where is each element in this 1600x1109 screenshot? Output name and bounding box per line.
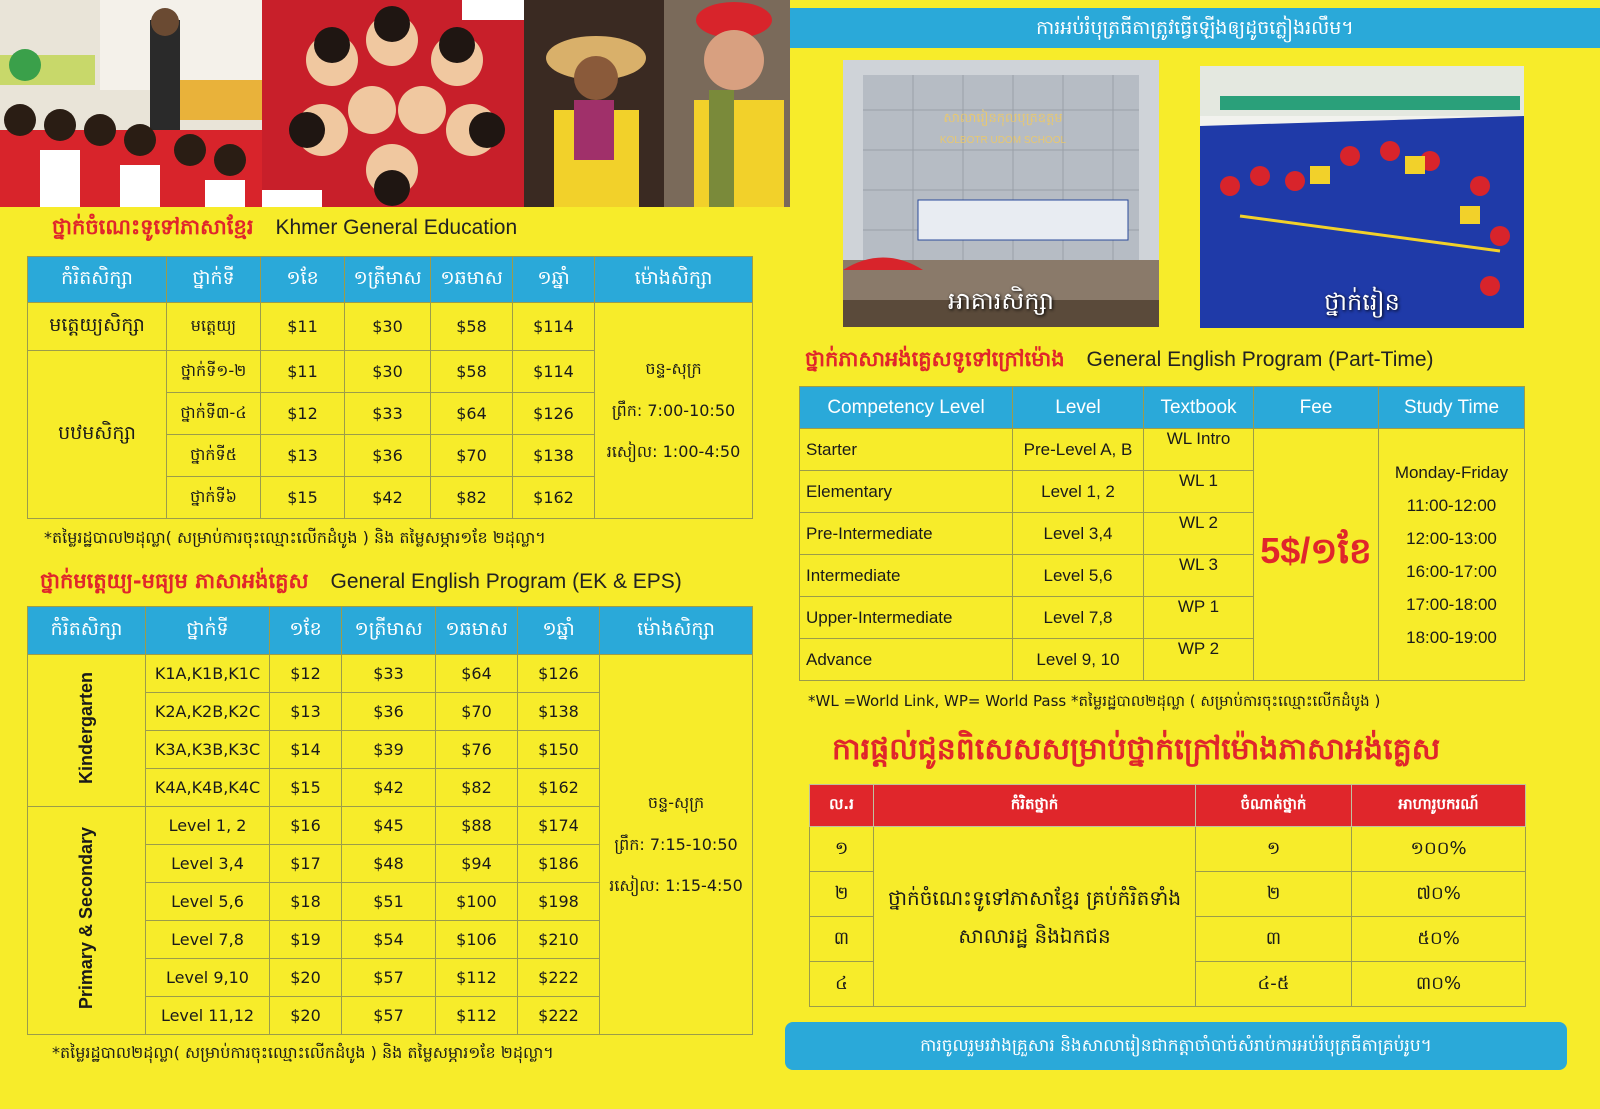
- boy-straw-hat-image: [524, 0, 790, 207]
- parttime-note: *WL =World Link, WP= World Pass *តម្លៃរដ្ឋបាល២ដុល្លា ( សម្រាប់ការចុះឈ្មោះលើកដំបូង ): [808, 692, 1381, 710]
- group-primary-secondary: [28, 807, 146, 1035]
- cell: $13: [261, 435, 345, 477]
- cell: $12: [261, 393, 345, 435]
- header-quarter: ១ត្រីមាស: [345, 257, 431, 303]
- cell: Advance: [800, 639, 1013, 681]
- cell: $82: [436, 769, 518, 807]
- cell: $14: [270, 731, 342, 769]
- building-sign-en: KOLBOTR UDOM SCHOOL: [939, 135, 1067, 146]
- cell: ១: [1196, 827, 1352, 872]
- cell: $18: [270, 883, 342, 921]
- cell: $12: [270, 655, 342, 693]
- study-slot: 17:00-18:00: [1406, 594, 1497, 614]
- cell: $150: [518, 731, 600, 769]
- cell: ៤: [810, 962, 874, 1007]
- cell: $45: [342, 807, 436, 845]
- cell: $42: [345, 477, 431, 519]
- fee-amount: 5$/១ខែ: [1260, 530, 1372, 571]
- header-semester: ១ឆមាស: [436, 607, 518, 655]
- cell: Level 7,8: [1013, 597, 1144, 639]
- cell: $36: [342, 693, 436, 731]
- header-semester: ១ឆមាស: [431, 257, 513, 303]
- kep-study-hours: [600, 655, 753, 1035]
- cell: ថ្នាក់ទី៣-៤: [167, 393, 261, 435]
- cell: ៥០%: [1352, 917, 1526, 962]
- table-row: [28, 655, 753, 693]
- header-month: ១ខែ: [270, 607, 342, 655]
- cell: $42: [342, 769, 436, 807]
- parttime-section-title-en: General English Program (Part-Time): [1086, 348, 1434, 371]
- table-row: [800, 429, 1525, 471]
- cell: Level 5,6: [1013, 555, 1144, 597]
- cell: K2A,K2B,K2C: [146, 693, 270, 731]
- classroom-caption: ថ្នាក់រៀន: [1324, 288, 1400, 316]
- photo-classroom: [1200, 66, 1524, 328]
- cell: $64: [431, 393, 513, 435]
- cell: ថ្នាក់ទី១-២: [167, 351, 261, 393]
- cell: $76: [436, 731, 518, 769]
- cell: $20: [270, 997, 342, 1035]
- cell: $100: [436, 883, 518, 921]
- cell: $13: [270, 693, 342, 731]
- photo-children-circle: [262, 0, 524, 207]
- khmer-section-title-km: ថ្នាក់ចំណេះទូទៅភាសាខ្មែរ: [52, 215, 254, 239]
- cell: ២: [1196, 872, 1352, 917]
- cell: $33: [345, 393, 431, 435]
- cell: Level 9, 10: [1013, 639, 1144, 681]
- cell: $186: [518, 845, 600, 883]
- cell: Level 7,8: [146, 921, 270, 959]
- cell: Level 3,4: [146, 845, 270, 883]
- cell: $54: [342, 921, 436, 959]
- cell: $162: [513, 477, 595, 519]
- header-hours: ម៉ោងសិក្សា: [600, 607, 753, 655]
- cell: K3A,K3B,K3C: [146, 731, 270, 769]
- hours-days: ចន្ទ-សុក្រ: [647, 793, 705, 813]
- header-level: កំរិតសិក្សា: [28, 257, 167, 303]
- cell: $19: [270, 921, 342, 959]
- cell: Level 11,12: [146, 997, 270, 1035]
- cell: ៣០%: [1352, 962, 1526, 1007]
- photo-classroom-teacher: [0, 0, 262, 207]
- cell: $112: [436, 959, 518, 997]
- hours-morning: ព្រឹក: 7:15-10:50: [614, 834, 738, 854]
- cell: $70: [431, 435, 513, 477]
- header-quarter: ១ត្រីមាស: [342, 607, 436, 655]
- cell: $94: [436, 845, 518, 883]
- cell: Level 5,6: [146, 883, 270, 921]
- cell: $112: [436, 997, 518, 1035]
- cell: $88: [436, 807, 518, 845]
- building-caption: អាគារសិក្សា: [948, 287, 1054, 315]
- cell: WL 3: [1144, 555, 1254, 597]
- group-kindergarten-en: [28, 655, 146, 807]
- classroom-teacher-image: [0, 0, 262, 207]
- cell: $57: [342, 959, 436, 997]
- photo-boy-straw-hat: [524, 0, 790, 207]
- cell: $48: [342, 845, 436, 883]
- khmer-fee-table: [27, 256, 753, 519]
- photo-school-building: [843, 60, 1159, 327]
- table-row: [810, 827, 1526, 872]
- cell: $11: [261, 351, 345, 393]
- kep-note: *តម្លៃរដ្ឋបាល២ដុល្លា( សម្រាប់ការចុះឈ្មោះលើកដំបូង ) និង តម្លៃសម្ភារ១ខែ ២ដុល្លា។: [52, 1043, 554, 1062]
- cell: $30: [345, 351, 431, 393]
- cell: $30: [345, 303, 431, 351]
- cell: K1A,K1B,K1C: [146, 655, 270, 693]
- header-year: ១ឆ្នាំ: [518, 607, 600, 655]
- cell: WP 2: [1144, 639, 1254, 681]
- cell: ១: [810, 827, 874, 872]
- header-textbook: Textbook: [1144, 387, 1254, 429]
- cell: WL 2: [1144, 513, 1254, 555]
- cell: ៧០%: [1352, 872, 1526, 917]
- cell: មត្តេយ្យ: [167, 303, 261, 351]
- cell: Level 3,4: [1013, 513, 1144, 555]
- cell: $126: [518, 655, 600, 693]
- group-kindergarten-label: Kindergarten: [76, 672, 96, 785]
- group-kindergarten: មត្តេយ្យសិក្សា: [28, 303, 167, 351]
- cell: Starter: [800, 429, 1013, 471]
- cell: Upper-Intermediate: [800, 597, 1013, 639]
- cell: $51: [342, 883, 436, 921]
- hours-morning: ព្រឹក: 7:00-10:50: [611, 400, 736, 420]
- building-sign-km: សាលារៀនកុលបុត្រឧត្តម: [943, 111, 1063, 126]
- discount-table: [809, 784, 1526, 1007]
- study-slot: 12:00-13:00: [1406, 528, 1497, 548]
- header-year: ១ឆ្នាំ: [513, 257, 595, 303]
- cell: $20: [270, 959, 342, 997]
- cell: $33: [342, 655, 436, 693]
- cell: ២: [810, 872, 874, 917]
- cell: $11: [261, 303, 345, 351]
- header-competency: Competency Level: [800, 387, 1013, 429]
- cell: $64: [436, 655, 518, 693]
- cell: $222: [518, 959, 600, 997]
- cell: ៣: [1196, 917, 1352, 962]
- header-level: កំរិតសិក្សា: [28, 607, 146, 655]
- cell: $58: [431, 303, 513, 351]
- kep-section-title-en: General English Program (EK & EPS): [330, 570, 682, 593]
- header-rank: ចំណាត់ថ្នាក់: [1196, 785, 1352, 827]
- cell: WP 1: [1144, 597, 1254, 639]
- khmer-note: *តម្លៃរដ្ឋបាល២ដុល្លា( សម្រាប់ការចុះឈ្មោះលើកដំបូង ) និង តម្លៃសម្ភារ១ខែ ២ដុល្លា។: [44, 528, 546, 547]
- kep-section-title-km: ថ្នាក់មត្តេយ្យ-មធ្យម ភាសាអង់គ្លេស: [40, 569, 309, 593]
- cell: $222: [518, 997, 600, 1035]
- header-no: ល.រ: [810, 785, 874, 827]
- khmer-study-hours: [595, 303, 753, 519]
- cell: $174: [518, 807, 600, 845]
- cell: WL 1: [1144, 471, 1254, 513]
- cell: Level 9,10: [146, 959, 270, 997]
- hours-afternoon: រសៀល: 1:00-4:50: [606, 442, 741, 462]
- parttime-section-title: [805, 346, 1434, 377]
- cell: $126: [513, 393, 595, 435]
- group-primary: បឋមសិក្សា: [28, 351, 167, 519]
- header-class-level: កំរិតថ្នាក់: [874, 785, 1196, 827]
- discount-description: ថ្នាក់ចំណេះទូទៅភាសាខ្មែរ គ្រប់កំរិតទាំងសាលារដ្ឋ និងឯកជន: [874, 827, 1196, 1007]
- header-study-time: Study Time: [1379, 387, 1525, 429]
- children-circle-image: [262, 0, 524, 207]
- discount-title: ការផ្តល់ជូនពិសេសសម្រាប់ថ្នាក់ក្រៅម៉ោងភាសាអង់គ្លេស: [832, 732, 1441, 767]
- cell: Intermediate: [800, 555, 1013, 597]
- study-slot: 18:00-19:00: [1406, 627, 1497, 647]
- cell: $16: [270, 807, 342, 845]
- cell: $17: [270, 845, 342, 883]
- khmer-section-title: [52, 214, 517, 245]
- cell: $58: [431, 351, 513, 393]
- cell: $106: [436, 921, 518, 959]
- cell: ៣: [810, 917, 874, 962]
- cell: WL Intro: [1144, 429, 1254, 471]
- cell: ៤-៥: [1196, 962, 1352, 1007]
- cell: Pre-Intermediate: [800, 513, 1013, 555]
- header-grade: ថ្នាក់ទី: [146, 607, 270, 655]
- cell: $82: [431, 477, 513, 519]
- group-primary-secondary-label: Primary & Secondary: [76, 827, 96, 1010]
- header-level: Level: [1013, 387, 1144, 429]
- cell: Level 1, 2: [1013, 471, 1144, 513]
- cell: $15: [270, 769, 342, 807]
- bottom-banner-text: ការចូលរួមរវាងគ្រួសារ និងសាលារៀនជាកត្តាចាំបាច់សំរាប់ការអប់រំបុត្រធីតាគ្រប់រូប។: [920, 1036, 1432, 1056]
- parttime-study-time: [1379, 429, 1525, 681]
- cell: $70: [436, 693, 518, 731]
- cell: $210: [518, 921, 600, 959]
- header-grade: ថ្នាក់ទី: [167, 257, 261, 303]
- hours-days: ចន្ទ-សុក្រ: [645, 359, 702, 379]
- cell: ថ្នាក់ទី៦: [167, 477, 261, 519]
- cell: $198: [518, 883, 600, 921]
- cell: $15: [261, 477, 345, 519]
- cell: $39: [342, 731, 436, 769]
- cell: $138: [518, 693, 600, 731]
- kep-fee-table: [27, 606, 753, 1035]
- cell: $36: [345, 435, 431, 477]
- parttime-fee: [1254, 429, 1379, 681]
- cell: $162: [518, 769, 600, 807]
- top-banner: [790, 8, 1600, 48]
- kep-section-title: [40, 568, 682, 599]
- header-fee: Fee: [1254, 387, 1379, 429]
- top-banner-text: ការអប់រំបុត្រធីតាត្រូវធ្វើឡើងឲ្យដូចភ្លៀងរលឹម។: [1036, 17, 1354, 39]
- parttime-table: [799, 386, 1525, 681]
- cell: $57: [342, 997, 436, 1035]
- cell: Pre-Level A, B: [1013, 429, 1144, 471]
- bottom-banner: [785, 1022, 1567, 1070]
- study-slot: 16:00-17:00: [1406, 561, 1497, 581]
- cell: $114: [513, 303, 595, 351]
- study-days: Monday-Friday: [1394, 462, 1509, 482]
- cell: Level 1, 2: [146, 807, 270, 845]
- study-slot: 11:00-12:00: [1406, 495, 1497, 515]
- cell: $114: [513, 351, 595, 393]
- cell: ថ្នាក់ទី៥: [167, 435, 261, 477]
- cell: Elementary: [800, 471, 1013, 513]
- parttime-section-title-km: ថ្នាក់ភាសាអង់គ្លេសទូទៅក្រៅម៉ោង: [805, 347, 1065, 371]
- cell: ១០០%: [1352, 827, 1526, 872]
- hours-afternoon: រសៀល: 1:15-4:50: [609, 876, 743, 896]
- header-month: ១ខែ: [261, 257, 345, 303]
- header-hours: ម៉ោងសិក្សា: [595, 257, 753, 303]
- table-row: [28, 303, 753, 351]
- header-scholarship: អាហារូបករណ៍: [1352, 785, 1526, 827]
- cell: K4A,K4B,K4C: [146, 769, 270, 807]
- cell: $138: [513, 435, 595, 477]
- khmer-section-title-en: Khmer General Education: [275, 216, 518, 239]
